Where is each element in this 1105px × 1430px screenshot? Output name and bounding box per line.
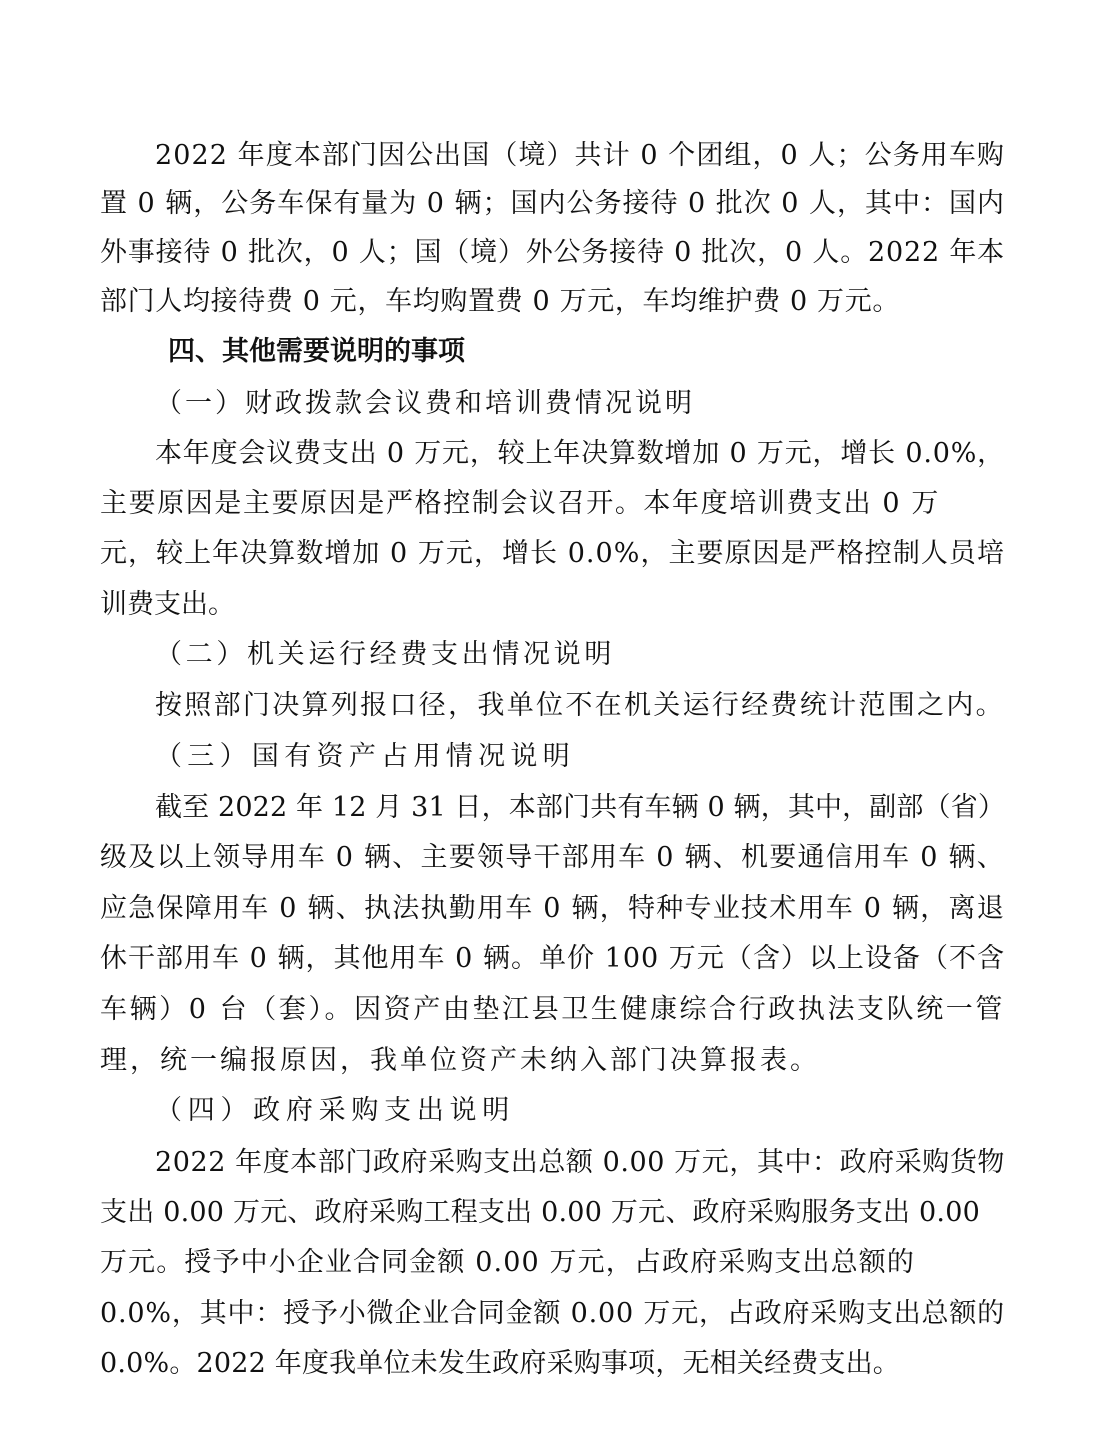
paragraph-line: 按照部门决算列报口径，我单位不在机关运行经费统计范围之内。 — [155, 690, 1005, 721]
paragraph-line: 训费支出。 — [100, 589, 235, 620]
subsection-heading: （四）政府采购支出说明 — [155, 1095, 515, 1126]
paragraph-line: 理，统一编报原因，我单位资产未纳入部门决算报表。 — [100, 1045, 820, 1076]
paragraph-line: 支出 0.00 万元、政府采购工程支出 0.00 万元、政府采购服务支出 0.00 — [100, 1197, 980, 1228]
paragraph-line: 万元。授予中小企业合同金额 0.00 万元，占政府采购支出总额的 — [100, 1247, 915, 1278]
paragraph-line: 应急保障用车 0 辆、执法执勤用车 0 辆，特种专业技术用车 0 辆，离退 — [100, 893, 1005, 924]
paragraph-line: 休干部用车 0 辆，其他用车 0 辆。单价 100 万元（含）以上设备（不含 — [100, 943, 1005, 974]
paragraph-line: 2022 年度本部门政府采购支出总额 0.00 万元，其中：政府采购货物 — [155, 1147, 1005, 1178]
paragraph-line: 级及以上领导用车 0 辆、主要领导干部用车 0 辆、机要通信用车 0 辆、 — [100, 842, 1005, 873]
subsection-heading: （一）财政拨款会议费和培训费情况说明 — [155, 388, 695, 419]
paragraph-line: 元，较上年决算数增加 0 万元，增长 0.0%，主要原因是严格控制人员培 — [100, 538, 1005, 569]
paragraph-line: 截至 2022 年 12 月 31 日，本部门共有车辆 0 辆，其中，副部（省） — [155, 792, 1005, 823]
paragraph-line: 车辆）0 台（套）。因资产由垫江县卫生健康综合行政执法支队统一管 — [100, 994, 1005, 1025]
paragraph-line: 0.0%。2022 年度我单位未发生政府采购事项，无相关经费支出。 — [100, 1348, 900, 1379]
paragraph-line: 置 0 辆，公务车保有量为 0 辆；国内公务接待 0 批次 0 人，其中：国内 — [100, 188, 1005, 219]
subsection-heading: （三）国有资产占用情况说明 — [155, 741, 576, 772]
section-heading: 四、其他需要说明的事项 — [168, 336, 465, 367]
paragraph-line: 主要原因是主要原因是严格控制会议召开。本年度培训费支出 0 万 — [100, 488, 941, 519]
paragraph-line: 外事接待 0 批次，0 人；国（境）外公务接待 0 批次，0 人。2022 年本 — [100, 237, 1005, 268]
subsection-heading: （二）机关运行经费支出情况说明 — [155, 639, 616, 670]
paragraph-line: 0.0%，其中：授予小微企业合同金额 0.00 万元，占政府采购支出总额的 — [100, 1298, 1005, 1329]
paragraph-line: 2022 年度本部门因公出国（境）共计 0 个团组，0 人；公务用车购 — [155, 140, 1005, 171]
paragraph-line: 本年度会议费支出 0 万元，较上年决算数增加 0 万元，增长 0.0%， — [155, 438, 1005, 469]
paragraph-line: 部门人均接待费 0 元，车均购置费 0 万元，车均维护费 0 万元。 — [100, 286, 900, 317]
